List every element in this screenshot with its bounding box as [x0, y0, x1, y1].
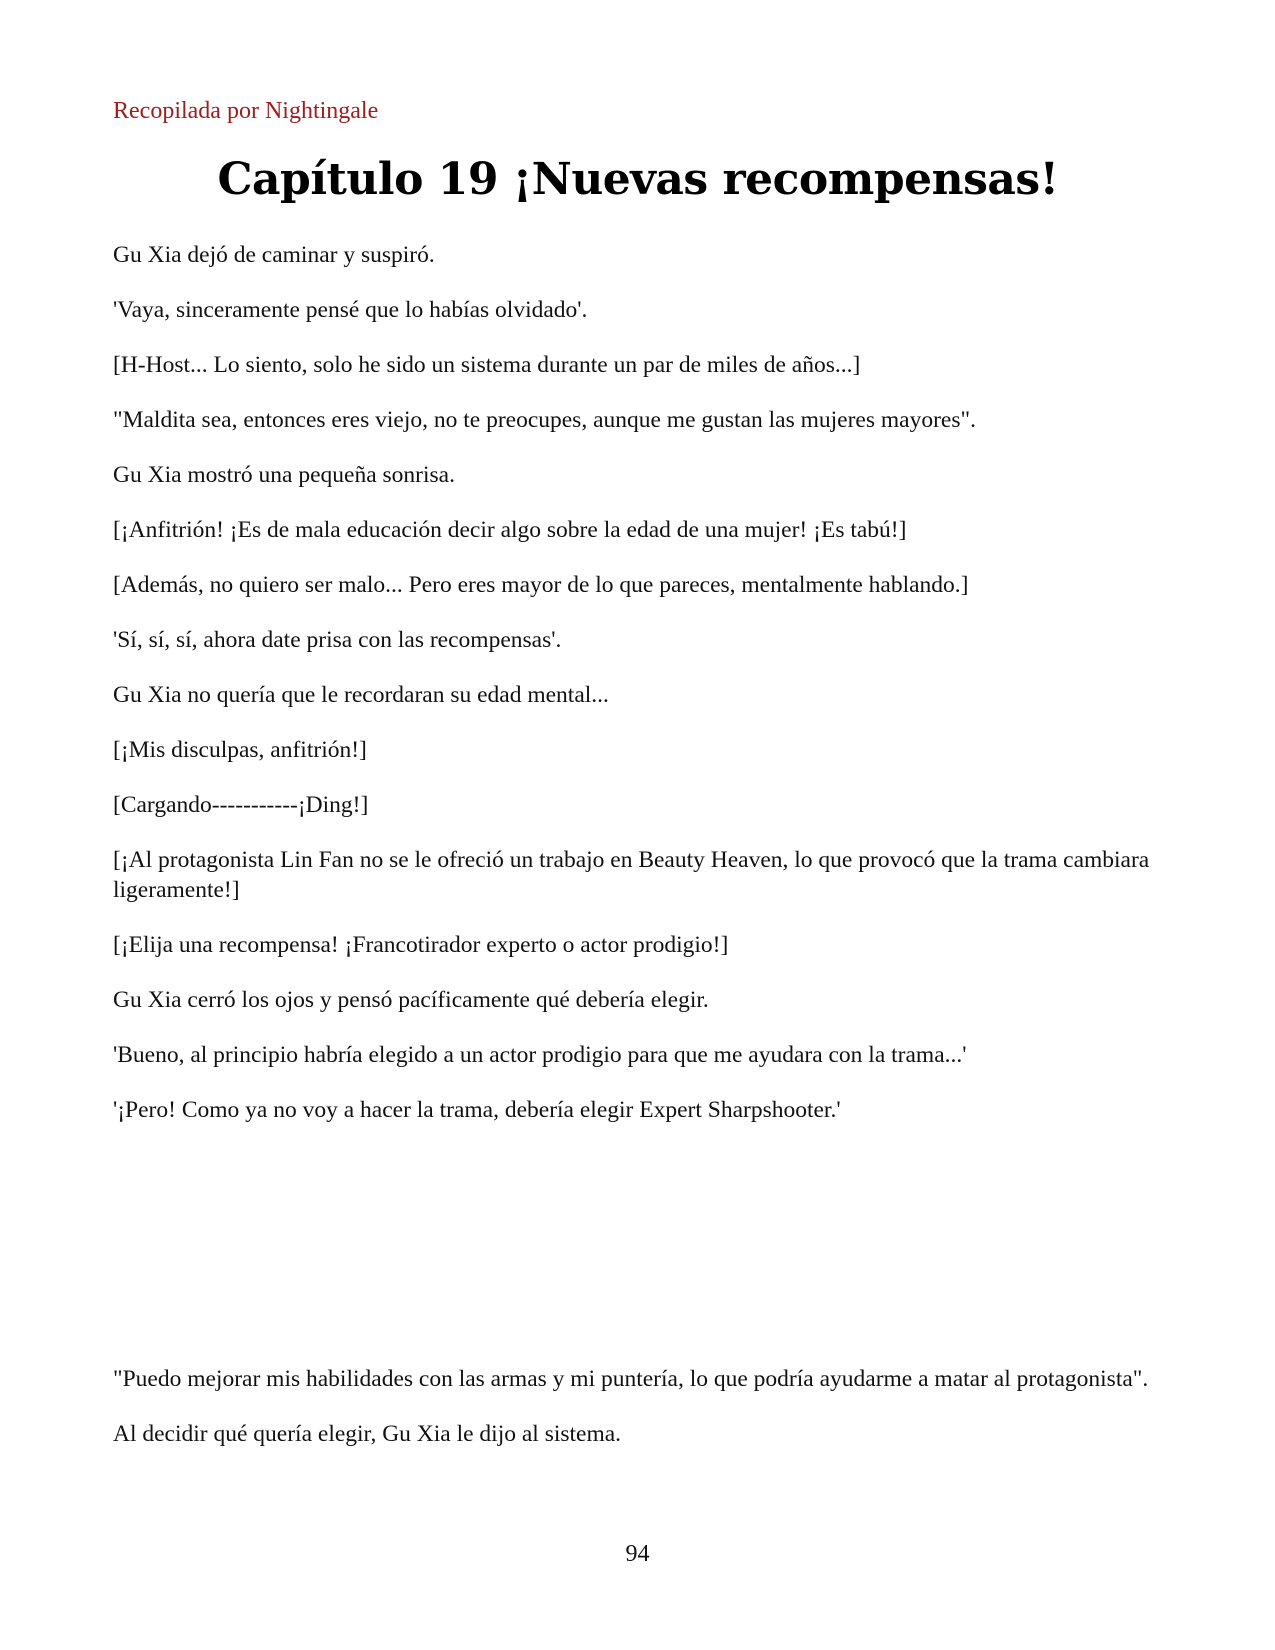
chapter-title: Capítulo 19 ¡Nuevas recompensas! [217, 154, 1059, 205]
paragraph: 'Vaya, sinceramente pensé que lo habías olvidado'. [113, 297, 588, 323]
page-number: 94 [625, 1541, 650, 1567]
paragraph: Gu Xia no quería que le recordaran su edad mental... [113, 682, 609, 708]
paragraph: 'Sí, sí, sí, ahora date prisa con las recompensas'. [113, 627, 562, 653]
paragraph: 'Bueno, al principio habría elegido a un actor prodigio para que me ayudara con la trama...' [113, 1042, 967, 1068]
paragraph: Gu Xia mostró una pequeña sonrisa. [113, 462, 455, 488]
running-header: Recopilada por Nightingale [113, 98, 379, 124]
paragraph: [¡Mis disculpas, anfitrión!] [113, 737, 367, 763]
paragraph: '¡Pero! Como ya no voy a hacer la trama, debería elegir Expert Sharpshooter.' [113, 1097, 841, 1123]
paragraph: Gu Xia dejó de caminar y suspiró. [113, 242, 435, 268]
paragraph: "Maldita sea, entonces eres viejo, no te preocupes, aunque me gustan las mujeres mayores". [113, 407, 976, 433]
paragraph: Al decidir qué quería elegir, Gu Xia le dijo al sistema. [113, 1421, 622, 1447]
body-text-bottom [113, 1364, 1163, 1474]
paragraph: "Puedo mejorar mis habilidades con las armas y mi puntería, lo que podría ayudarme a matar al protagonista". [113, 1366, 1149, 1392]
body-text-top [113, 240, 1163, 1150]
paragraph: [¡Elija una recompensa! ¡Francotirador experto o actor prodigio!] [113, 932, 729, 958]
paragraph: [H-Host... Lo siento, solo he sido un sistema durante un par de miles de años...] [113, 352, 861, 378]
paragraph: Gu Xia cerró los ojos y pensó pacíficamente qué debería elegir. [113, 987, 709, 1013]
paragraph: [¡Anfitrión! ¡Es de mala educación decir algo sobre la edad de una mujer! ¡Es tabú!] [113, 517, 907, 543]
paragraph: [¡Al protagonista Lin Fan no se le ofreció un trabajo en Beauty Heaven, lo que provocó que la trama cambiara ligeramente!] [113, 847, 1150, 903]
paragraph: [Cargando-----------¡Ding!] [113, 792, 369, 818]
paragraph: [Además, no quiero ser malo... Pero eres mayor de lo que pareces, mentalmente hablando.] [113, 572, 969, 598]
